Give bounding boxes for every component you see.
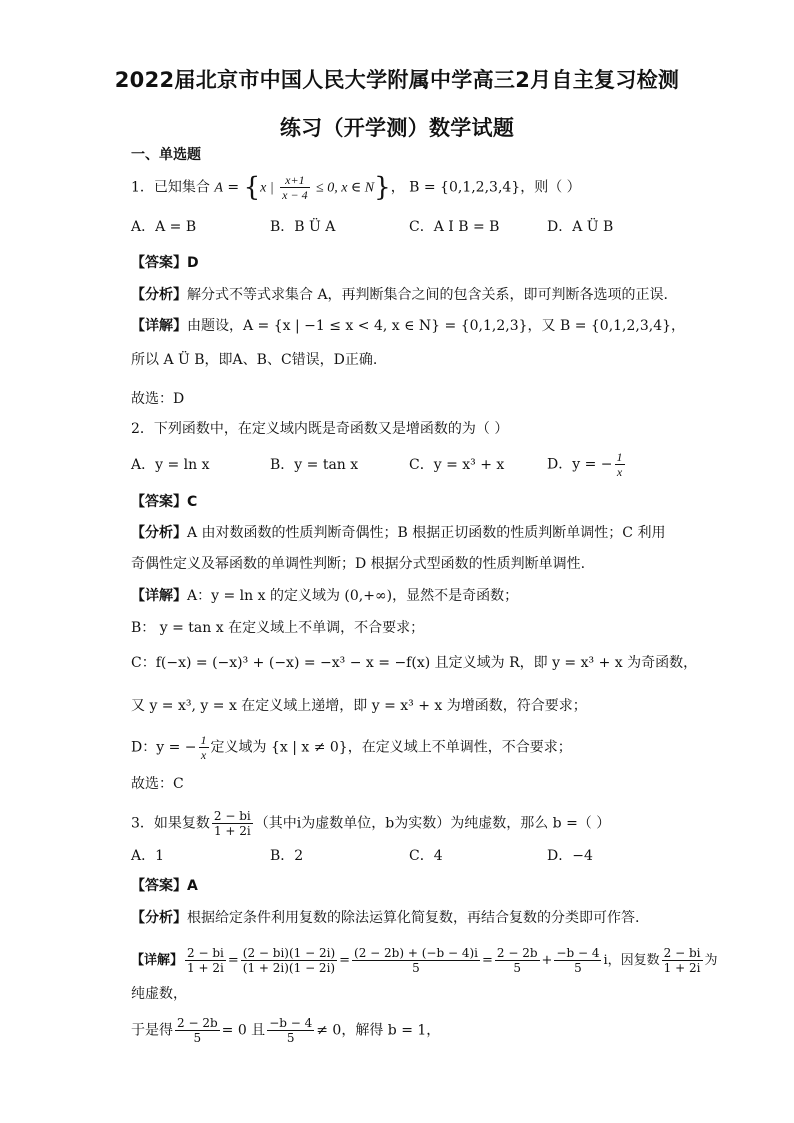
q2-option-d-fraction	[615, 450, 625, 479]
final-mid: = 0 且	[221, 1022, 266, 1039]
q2-detail-d-suffix: 定义域为 {x | x ≠ 0}，在定义域上不单调性，不合要求；	[210, 739, 572, 756]
final-end: ≠ 0，解得 b = 1，	[316, 1022, 441, 1039]
q1-set-cond: ≤ 0, x ∈ N	[316, 180, 375, 196]
eq-frac-1	[185, 946, 226, 975]
detail-tag: 【详解】	[131, 318, 187, 334]
q3-answer: 【答案】A	[131, 878, 198, 894]
q2-option-d	[547, 450, 627, 479]
q1-stem: 1．已知集合 A = {x | $\frac{x+1}{x - 4}$ ≤ 0, x ∈ N}， B = {0,1,2,3,4}，则（ ）	[131, 172, 581, 203]
q1-frac-num: x+1	[280, 173, 309, 188]
q3-option-c: C．4	[409, 848, 443, 864]
eq-frac-6-den: 1 + 2i	[663, 961, 701, 975]
q2-detail-d-num: 1	[200, 733, 207, 747]
q1-choose: 故选：D	[131, 391, 185, 407]
q3-suffix: （其中i为虚数单位，b为实数）为纯虚数，那么 b =（ ）	[254, 815, 611, 832]
brace-open-icon: {	[243, 172, 261, 203]
q2-detail-a	[131, 586, 518, 606]
final-frac-2	[267, 1016, 314, 1045]
final-frac-2-den: 5	[286, 1031, 295, 1045]
eq-frac-1-num: 2 − bi	[187, 946, 224, 960]
q2-detail-c2: 又 y = x³, y = x 在定义域上递增，即 y = x³ + x 为增函数，符合要求；	[131, 698, 587, 714]
final-frac-2-num: −b − 4	[269, 1016, 313, 1030]
q1-option-d: D．A Ü B	[547, 219, 614, 235]
eq-frac-1-den: 1 + 2i	[187, 961, 224, 975]
q1-prefix: 1．已知集合	[131, 179, 210, 196]
eq-end: 为	[704, 953, 718, 968]
q1-set-var: x |	[260, 180, 274, 196]
section-heading: 一、单选题	[131, 147, 201, 163]
q3-detail-cont: 纯虚数，	[131, 986, 187, 1002]
title-line-2: 练习（开学测）数学试题	[279, 116, 515, 140]
q3-prefix: 3．如果复数	[131, 815, 210, 832]
eq-frac-5-num: −b − 4	[556, 946, 600, 960]
q2-detail-b: B： y = tan x 在定义域上不单调，不合要求；	[131, 620, 425, 636]
q2-option-c: C．y = x³ + x	[409, 457, 505, 473]
detail-tag: 【详解】	[131, 588, 187, 604]
brace-close-icon: }	[374, 172, 391, 203]
eq-frac-4-num: 2 − 2b	[496, 946, 538, 960]
title-line-1: 2022届北京市中国人民大学附属中学高三2月自主复习检测	[114, 68, 680, 92]
final-prefix: 于是得	[131, 1022, 173, 1039]
eq-frac-6	[662, 946, 703, 975]
q2-option-a: A．y = ln x	[131, 457, 210, 473]
q1-answer: 【答案】D	[131, 255, 199, 271]
analysis-tag: 【分析】	[131, 525, 187, 541]
final-frac-1-num: 2 − 2b	[177, 1016, 218, 1030]
final-frac-1	[175, 1016, 220, 1045]
q2-option-b: B．y = tan x	[270, 457, 359, 473]
q3-stem	[131, 809, 610, 838]
q1-suffix: ， B = {0,1,2,3,4}，则（ ）	[390, 179, 581, 196]
q1-analysis-text: 解分式不等式求集合 A，再判断集合之间的包含关系，即可判断各选项的正误.	[187, 287, 669, 303]
final-frac-1-den: 5	[193, 1031, 202, 1045]
q2-analysis-text: A 由对数函数的性质判断奇偶性；B 根据正切函数的性质判断单调性；C 利用	[187, 525, 666, 541]
eq-frac-2-den: (1 + 2i)(1 − 2i)	[242, 961, 336, 975]
q1-option-b: B．B Ü A	[270, 219, 336, 235]
q3-analysis-text: 根据给定条件利用复数的除法运算化简复数，再结合复数的分类即可作答.	[187, 910, 640, 926]
q3-analysis	[131, 908, 639, 928]
q1-set-a: A	[214, 180, 223, 196]
q3-option-a: A．1	[131, 848, 165, 864]
q2-analysis	[131, 523, 665, 543]
q2-stem: 2．下列函数中，在定义域内既是奇函数又是增函数的为（ ）	[131, 421, 509, 437]
q2-option-d-prefix: D．y = −	[547, 456, 613, 473]
q1-fraction	[280, 173, 309, 202]
eq-frac-5-den: 5	[574, 961, 582, 975]
q2-detail-d-den: x	[200, 748, 207, 762]
eq-frac-2-num: (2 − bi)(1 − 2i)	[242, 946, 336, 960]
q1-detail-2: 所以 A Ü B，即A、B、C错误，D正确.	[131, 352, 378, 368]
q1-detail	[131, 316, 685, 336]
q3-option-b: B．2	[270, 848, 304, 864]
q1-option-a: A．A = B	[131, 219, 197, 235]
eq-frac-2	[241, 946, 337, 975]
q3-fraction	[212, 809, 253, 838]
q3-frac-den: 1 + 2i	[213, 824, 251, 838]
q2-detail-d-prefix: D：y = −	[131, 739, 197, 756]
q2-detail-a-text: A：y = ln x 的定义域为 (0,+∞)，显然不是奇函数；	[187, 588, 519, 604]
analysis-tag: 【分析】	[131, 287, 187, 303]
q2-choose: 故选：C	[131, 776, 184, 792]
eq-frac-5	[554, 946, 601, 975]
q3-final	[131, 1016, 440, 1045]
q3-detail-equation: 【详解】 $\frac{2 - bi}{1 + 2i}$ = $\frac{(2 - bi)(1 - 2i)}{(1 + 2i)(1 - 2i)}$ = $\frac{(2 - 2b) + (-b - 4)i}{5}$ = $\frac{2 - 2b}{5}$ + $\frac{-b - 4}{5}$ i，因复数 $\frac{2 - bi}{1 + 2i}$ 为	[131, 946, 718, 975]
eq-frac-4	[495, 946, 540, 975]
eq-tail: i，因复数	[603, 953, 660, 968]
q2-detail-d-fraction	[199, 733, 209, 762]
q2-detail-d	[131, 733, 572, 762]
eq-frac-3	[352, 946, 480, 975]
q2-answer: 【答案】C	[131, 494, 198, 510]
eq-frac-3-num: (2 − 2b) + (−b − 4)i	[354, 946, 478, 960]
q2-option-d-num: 1	[616, 450, 623, 464]
q2-analysis-2: 奇偶性定义及幂函数的单调性判断；D 根据分式型函数的性质判断单调性.	[131, 556, 586, 572]
q3-frac-num: 2 − bi	[213, 809, 251, 823]
q2-detail-c: C：f(−x) = (−x)³ + (−x) = −x³ − x = −f(x) 且定义域为 R，即 y = x³ + x 为奇函数，	[131, 655, 698, 671]
analysis-tag: 【分析】	[131, 910, 187, 926]
q1-option-c: C．A I B = B	[409, 219, 500, 235]
q3-option-d: D．−4	[547, 848, 593, 864]
q2-option-d-den: x	[616, 465, 623, 479]
detail-tag: 【详解】	[131, 953, 184, 968]
eq-frac-4-den: 5	[513, 961, 522, 975]
q1-frac-den: x − 4	[282, 188, 308, 202]
q1-detail-text: 由题设，A = {x | −1 ≤ x < 4, x ∈ N} = {0,1,2,3}，又 B = {0,1,2,3,4}，	[187, 318, 686, 334]
q1-analysis	[131, 285, 668, 305]
eq-frac-6-num: 2 − bi	[663, 946, 701, 960]
eq-frac-3-den: 5	[412, 961, 420, 975]
